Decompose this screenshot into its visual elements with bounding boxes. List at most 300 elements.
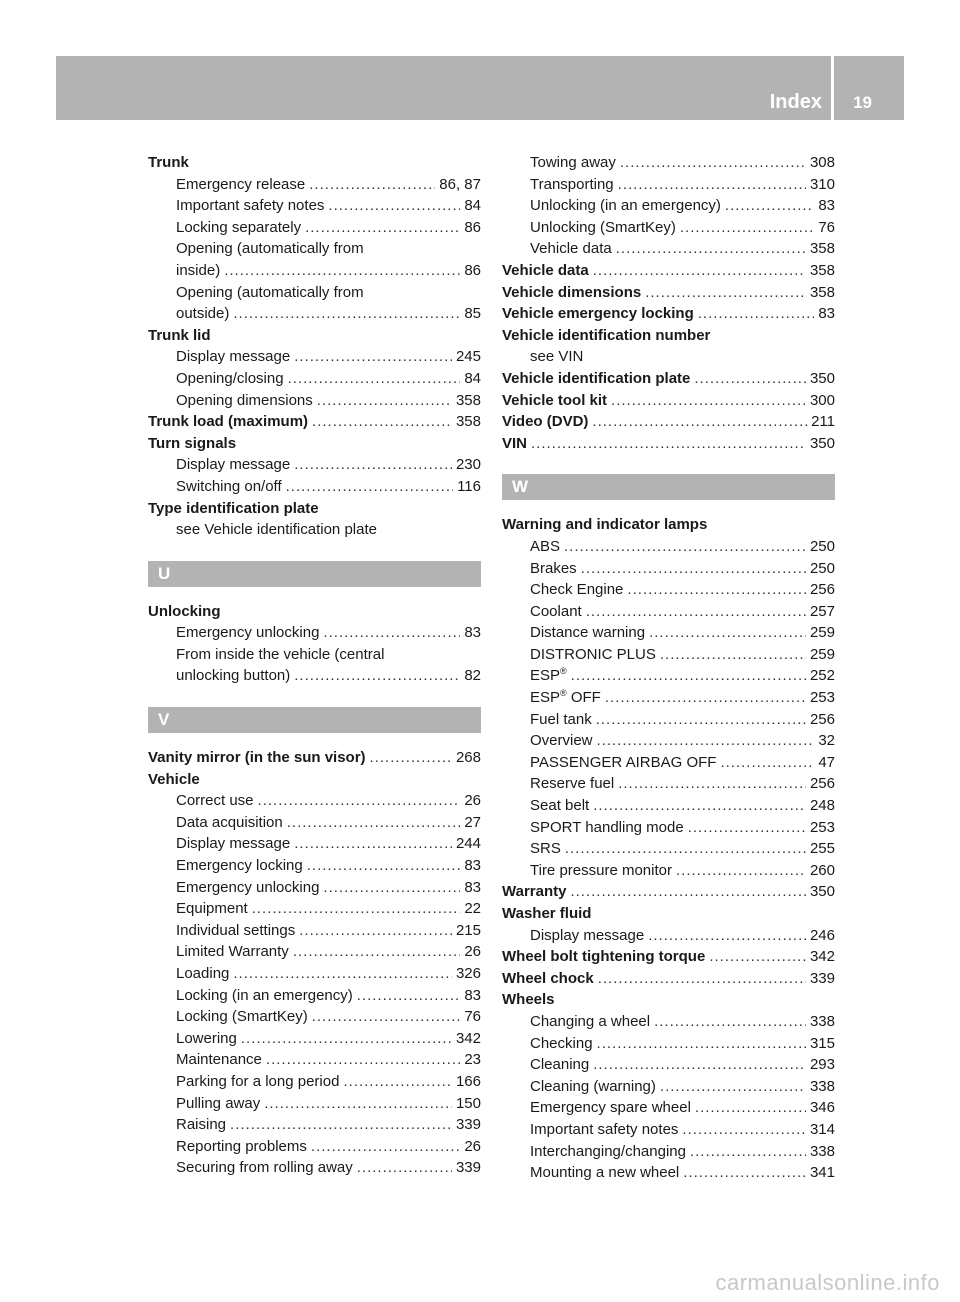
page-reference: 83: [464, 857, 481, 875]
entry-label: Unlocking (SmartKey): [530, 218, 676, 236]
page-reference: 215: [455, 921, 481, 939]
entry-label: Wheel chock: [502, 969, 594, 987]
index-entry: [502, 687, 835, 709]
dot-leader: [586, 601, 806, 623]
page-reference: 47: [818, 753, 835, 771]
dot-leader: [618, 174, 806, 196]
entry-text: [148, 152, 189, 174]
entry-label: Vanity mirror (in the sun visor): [148, 749, 366, 767]
index-entry: [502, 644, 835, 666]
entry-label: Locking (in an emergency): [176, 986, 353, 1004]
entry-text: [530, 838, 561, 860]
entry-label: ESP: [530, 689, 561, 707]
entry-text: [176, 1093, 260, 1115]
page-number: 19: [853, 93, 872, 112]
section-letter-u: U: [148, 561, 481, 587]
dot-leader: [694, 368, 806, 390]
entry-label: Vehicle identification number: [502, 326, 711, 344]
page-reference: 166: [455, 1072, 481, 1090]
index-entry: [148, 195, 481, 217]
page-reference: 256: [809, 775, 835, 793]
page-reference: 85: [464, 305, 481, 323]
index-entry: [148, 260, 481, 282]
dot-leader: [357, 1157, 452, 1179]
index-entry: [502, 601, 835, 623]
page-reference: 86: [464, 218, 481, 236]
entry-text: [176, 346, 290, 368]
index-entry: [502, 1076, 835, 1098]
entry-label: Video (DVD): [502, 413, 589, 431]
index-heading: [502, 368, 835, 390]
page-reference: 116: [457, 477, 481, 495]
entry-label: unlocking button): [176, 667, 291, 685]
dot-leader: [312, 411, 452, 433]
dot-leader: [654, 1011, 806, 1033]
page-reference: 230: [455, 456, 481, 474]
page-reference: 84: [464, 369, 481, 387]
dot-leader: [317, 390, 452, 412]
entry-text: [530, 579, 623, 601]
index-heading: [502, 260, 835, 282]
entry-label: Overview: [530, 732, 593, 750]
page-reference: 76: [464, 1008, 481, 1026]
page-header: [56, 56, 904, 120]
entry-label: Reporting problems: [176, 1137, 307, 1155]
entry-label: Switching on/off: [176, 477, 282, 495]
entry-text: [502, 881, 566, 903]
entry-text: [530, 644, 656, 666]
page-reference: 26: [464, 943, 481, 961]
dot-leader: [309, 174, 435, 196]
dot-leader: [312, 1006, 461, 1028]
entry-label: Unlocking (in an emergency): [530, 197, 721, 215]
entry-text: [530, 346, 583, 368]
page-reference: 244: [455, 835, 481, 853]
entry-text: [176, 665, 290, 687]
entry-text: [530, 1119, 678, 1141]
entry-label: Emergency spare wheel: [530, 1099, 691, 1117]
page-reference: 342: [455, 1029, 481, 1047]
index-heading: [148, 433, 481, 455]
page-reference: 358: [809, 240, 835, 258]
page-reference: 338: [809, 1012, 835, 1030]
entry-text: [176, 1071, 339, 1093]
entry-text: [502, 946, 705, 968]
entry-label: see Vehicle identification plate: [176, 521, 377, 539]
index-entry: [502, 1141, 835, 1163]
dot-leader: [264, 1093, 452, 1115]
page-reference: 358: [809, 261, 835, 279]
page-reference: 350: [809, 369, 835, 387]
dot-leader: [224, 260, 460, 282]
entry-label: Trunk: [148, 154, 189, 171]
entry-label: Distance warning: [530, 624, 646, 642]
entry-text: [176, 282, 364, 304]
dot-leader: [252, 898, 461, 920]
registered-mark: ®: [560, 666, 567, 677]
index-entry: [502, 174, 835, 196]
entry-text: [530, 1011, 650, 1033]
entry-text: [176, 368, 284, 390]
index-entry: [148, 368, 481, 390]
entry-text: [176, 985, 353, 1007]
entry-label: SRS: [530, 840, 561, 858]
page-reference: 358: [455, 413, 481, 431]
entry-text: [148, 769, 200, 791]
page-reference: 250: [809, 537, 835, 555]
entry-text: [176, 217, 301, 239]
entry-text: [530, 687, 601, 709]
entry-label: Pulling away: [176, 1094, 261, 1112]
entry-text: [502, 514, 707, 536]
page-reference: 350: [809, 434, 835, 452]
index-entry: [502, 773, 835, 795]
entry-label: Important safety notes: [176, 197, 325, 215]
registered-mark: ®: [560, 688, 567, 699]
entry-label: see VIN: [530, 348, 584, 366]
page-reference: 326: [455, 965, 481, 982]
page-reference: 22: [464, 900, 481, 918]
dot-leader: [323, 877, 460, 899]
dot-leader: [698, 303, 815, 325]
index-entry: [502, 536, 835, 558]
dot-leader: [720, 752, 814, 774]
entry-label: Equipment: [176, 900, 248, 918]
entry-label: Turn signals: [148, 434, 237, 452]
index-heading: [502, 325, 835, 347]
dot-leader: [343, 1071, 452, 1093]
entry-label: Wheel bolt tightening torque: [502, 948, 706, 966]
dot-leader: [370, 747, 452, 769]
entry-text: [176, 920, 295, 942]
page-reference: 339: [455, 1116, 481, 1134]
index-entry: [148, 963, 481, 985]
index-heading: [148, 769, 481, 791]
entry-text: [148, 411, 308, 433]
entry-label: Check Engine: [530, 581, 624, 599]
dot-leader: [570, 881, 806, 903]
index-heading: [502, 282, 835, 304]
entry-label: inside): [176, 261, 221, 279]
index-heading: [502, 433, 835, 455]
entry-text: [530, 1076, 656, 1098]
entry-label: Vehicle identification plate: [502, 369, 691, 387]
index-entry: [148, 303, 481, 325]
page-reference: 26: [464, 792, 481, 810]
entry-label: Emergency locking: [176, 857, 303, 875]
dot-leader: [620, 152, 806, 174]
dot-leader: [709, 946, 806, 968]
entry-label: Lowering: [176, 1029, 237, 1047]
index-entry: [148, 920, 481, 942]
dot-leader: [233, 963, 452, 985]
page-reference: 26: [464, 1137, 481, 1155]
dot-leader: [294, 665, 460, 687]
index-entry: [148, 985, 481, 1007]
entry-label: Opening/closing: [176, 369, 284, 387]
entry-label: ABS: [530, 537, 561, 555]
index-heading: [502, 989, 835, 1011]
page-reference: 84: [464, 197, 481, 215]
dot-leader: [605, 687, 806, 709]
index-entry: [148, 476, 481, 498]
entry-text: [530, 1097, 691, 1119]
entry-label: Warranty: [502, 883, 567, 901]
section-letter-v: V: [148, 707, 481, 733]
entry-text: [176, 1028, 237, 1050]
page-reference: 23: [464, 1051, 481, 1069]
dot-leader: [648, 925, 806, 947]
page-reference: 256: [809, 581, 835, 599]
entry-text: [176, 174, 305, 196]
entry-text: [530, 752, 716, 774]
dot-leader: [616, 238, 806, 260]
dot-leader: [597, 1033, 806, 1055]
entry-label: Limited Warranty: [176, 943, 289, 961]
page-reference: 260: [809, 861, 835, 879]
page-reference: 259: [809, 624, 835, 642]
entry-text: [502, 989, 555, 1011]
index-heading: [148, 325, 481, 347]
entry-text: [176, 898, 248, 920]
dot-leader: [660, 1076, 806, 1098]
page-reference: 76: [818, 218, 835, 236]
entry-text: [530, 152, 616, 174]
dot-leader: [688, 817, 806, 839]
index-entry: [148, 174, 481, 196]
index-entry: [502, 860, 835, 882]
dot-leader: [305, 217, 460, 239]
dot-leader: [294, 346, 452, 368]
index-heading: [502, 881, 835, 903]
index-heading: [502, 968, 835, 990]
entry-label: Fuel tank: [530, 710, 592, 728]
page-reference: 248: [809, 797, 835, 815]
index-column-right: [502, 152, 835, 1184]
entry-text: [502, 260, 589, 282]
entry-label: Vehicle dimensions: [502, 283, 642, 301]
index-entry: [148, 622, 481, 644]
index-entry: [148, 855, 481, 877]
page-reference: 27: [464, 813, 481, 831]
dot-leader: [531, 433, 806, 455]
index-entry: [502, 622, 835, 644]
page-reference: 150: [455, 1094, 481, 1112]
index-entry: [502, 838, 835, 860]
index-entry: [502, 1162, 835, 1184]
index-entry: [148, 1071, 481, 1093]
entry-text: [148, 325, 211, 347]
dot-leader: [596, 709, 806, 731]
page-reference: 32: [818, 732, 835, 750]
entry-text: [176, 1157, 353, 1179]
entry-text: [502, 968, 594, 990]
index-entry: [148, 1136, 481, 1158]
entry-label: SPORT handling mode: [530, 818, 684, 836]
entry-text: [176, 303, 229, 325]
entry-label: Parking for a long period: [176, 1072, 340, 1090]
page-reference: 250: [809, 559, 835, 577]
index-entry: [502, 579, 835, 601]
entry-text: [176, 238, 364, 260]
dot-leader: [593, 260, 806, 282]
dot-leader: [695, 1097, 806, 1119]
entry-label: Unlocking: [148, 602, 221, 620]
index-heading: [502, 903, 835, 925]
dot-leader: [571, 665, 806, 687]
index-entry: [502, 795, 835, 817]
dot-leader: [593, 795, 806, 817]
entry-text: [530, 795, 589, 817]
dot-leader: [323, 622, 460, 644]
dot-leader: [645, 282, 806, 304]
page-reference: 268: [455, 749, 481, 767]
entry-label: Towing away: [530, 154, 616, 171]
index-entry: [148, 644, 481, 666]
index-entry: [502, 217, 835, 239]
entry-label: Cleaning: [530, 1056, 590, 1074]
entry-text: [530, 860, 672, 882]
entry-label: Locking (SmartKey): [176, 1008, 308, 1026]
index-heading: [148, 152, 481, 174]
index-entry: [148, 217, 481, 239]
page-reference: 300: [809, 391, 835, 409]
entry-text: [530, 238, 612, 260]
page-reference: 339: [455, 1159, 481, 1177]
index-entry: [148, 282, 481, 304]
page-reference: 83: [464, 986, 481, 1004]
entry-text: [502, 368, 690, 390]
dot-leader: [676, 860, 806, 882]
dot-leader: [287, 812, 461, 834]
entry-label: Locking separately: [176, 218, 302, 236]
page-reference: 358: [455, 391, 481, 409]
index-entry: [148, 877, 481, 899]
index-entry: [148, 790, 481, 812]
page-reference: 255: [809, 840, 835, 858]
entry-text: [176, 941, 289, 963]
entry-label: Reserve fuel: [530, 775, 615, 793]
index-entry: [502, 558, 835, 580]
watermark: carmanualsonline.info: [715, 1270, 940, 1295]
page-reference: 338: [809, 1142, 835, 1160]
dot-leader: [581, 558, 806, 580]
entry-text: [176, 195, 324, 217]
dot-leader: [597, 730, 815, 752]
dot-leader: [680, 217, 814, 239]
index-entry: [502, 709, 835, 731]
index-entry: [148, 665, 481, 687]
entry-label: Cleaning (warning): [530, 1077, 656, 1095]
dot-leader: [690, 1141, 806, 1163]
dot-leader: [649, 622, 806, 644]
entry-label: outside): [176, 305, 230, 323]
index-entry: [148, 1093, 481, 1115]
index-entry: [502, 1011, 835, 1033]
entry-label-suffix: OFF: [566, 689, 601, 707]
entry-label: Securing from rolling away: [176, 1159, 353, 1177]
page-reference: 259: [809, 645, 835, 663]
dot-leader: [294, 833, 452, 855]
page-reference: 341: [809, 1164, 835, 1182]
index-column-left: [148, 152, 481, 1179]
dot-leader: [299, 920, 452, 942]
entry-label: Data acquisition: [176, 813, 283, 831]
entry-text: [176, 1006, 308, 1028]
dot-leader: [311, 1136, 460, 1158]
entry-label: Interchanging/changing: [530, 1142, 686, 1160]
index-entry: [148, 1114, 481, 1136]
entry-label: Maintenance: [176, 1051, 262, 1069]
entry-text: [176, 260, 220, 282]
dot-leader: [564, 536, 806, 558]
index-entry: [148, 898, 481, 920]
entry-label: Coolant: [530, 602, 582, 620]
entry-text: [530, 730, 593, 752]
dot-leader: [660, 644, 806, 666]
entry-label: Opening dimensions: [176, 391, 313, 409]
entry-label: Changing a wheel: [530, 1012, 651, 1030]
index-entry: [502, 1054, 835, 1076]
page-reference: 342: [809, 948, 835, 966]
entry-label: Opening (automatically from: [176, 240, 364, 258]
entry-text: [176, 1114, 226, 1136]
entry-label: Vehicle data: [502, 261, 589, 279]
index-heading: [502, 390, 835, 412]
dot-leader: [593, 1054, 806, 1076]
entry-text: [148, 498, 319, 520]
entry-label: Display message: [176, 835, 291, 853]
entry-text: [530, 1033, 593, 1055]
index-entry: [148, 812, 481, 834]
dot-leader: [258, 790, 461, 812]
entry-label: Display message: [176, 456, 291, 474]
index-entry: [502, 238, 835, 260]
entry-text: [176, 833, 290, 855]
page-reference: 83: [818, 197, 835, 215]
dot-leader: [725, 195, 814, 217]
entry-text: [502, 325, 710, 347]
entry-text: [502, 282, 641, 304]
index-entry: [502, 925, 835, 947]
entry-text: [530, 1141, 686, 1163]
entry-text: [502, 411, 588, 433]
entry-text: [148, 601, 221, 623]
entry-text: [530, 558, 577, 580]
entry-text: [530, 217, 676, 239]
entry-label: Vehicle emergency locking: [502, 305, 694, 323]
page-reference: 253: [809, 689, 835, 707]
entry-label: Opening (automatically from: [176, 283, 364, 301]
dot-leader: [683, 1162, 806, 1184]
entry-label: Loading: [176, 965, 230, 982]
dot-leader: [592, 411, 807, 433]
index-entry: [148, 346, 481, 368]
page-reference: 246: [809, 926, 835, 944]
page-reference: 315: [809, 1034, 835, 1052]
index-entry: [148, 833, 481, 855]
dot-leader: [266, 1049, 460, 1071]
dot-leader: [627, 579, 806, 601]
index-entry: [502, 346, 835, 368]
index-entry: [148, 1157, 481, 1179]
page-reference: 256: [809, 710, 835, 728]
entry-text: [530, 665, 567, 687]
page-reference: 310: [809, 175, 835, 193]
entry-label: From inside the vehicle (central: [176, 645, 385, 663]
entry-text: [530, 174, 614, 196]
entry-text: [530, 817, 684, 839]
